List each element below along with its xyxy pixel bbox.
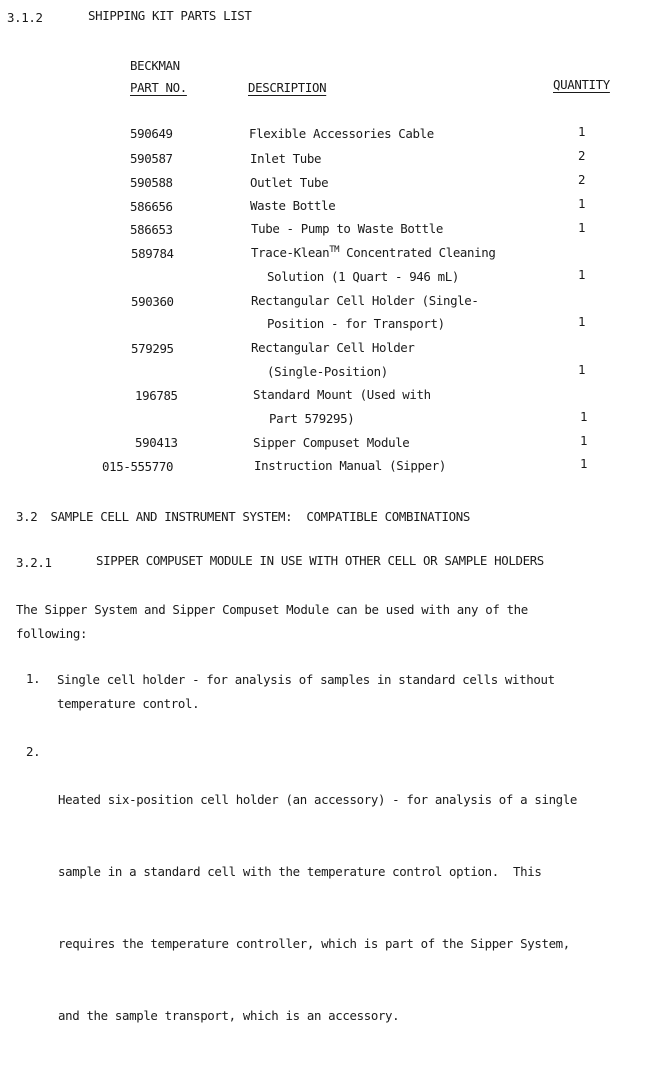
part-description	[251, 245, 495, 260]
intro-line: The Sipper System and Sipper Compuset Module can be used with any of the	[16, 602, 528, 617]
part-quantity: 1	[578, 267, 586, 282]
list-item-text	[58, 740, 577, 1076]
part-quantity: 1	[578, 196, 586, 211]
part-number: 590360	[131, 294, 174, 309]
list-item-line: Single cell holder - for analysis of samples in standard cells without	[57, 672, 555, 687]
list-item-line: and the sample transport, which is an accessory.	[58, 1008, 400, 1023]
section-number: 3.2	[16, 509, 38, 524]
part-quantity: 1	[580, 456, 588, 471]
part-number: 586656	[130, 199, 173, 214]
part-number: 579295	[131, 341, 174, 356]
column-header-quantity: QUANTITY	[553, 77, 610, 92]
part-quantity: 2	[578, 172, 586, 187]
section-title: SHIPPING KIT PARTS LIST	[88, 8, 252, 23]
list-marker: 1.	[26, 671, 41, 686]
part-quantity: 2	[578, 148, 586, 163]
intro-paragraph	[16, 598, 528, 646]
section-heading-3-2	[16, 509, 470, 524]
part-quantity: 1	[580, 409, 588, 424]
part-description: Instruction Manual (Sipper)	[254, 458, 446, 473]
part-number: 590649	[130, 126, 173, 141]
part-quantity: 1	[578, 314, 586, 329]
section-number: 3.1.2	[7, 10, 43, 25]
part-description: Tube - Pump to Waste Bottle	[251, 221, 443, 236]
part-description-brand: Trace-Klean	[251, 245, 330, 260]
part-number: 015-555770	[102, 459, 174, 474]
column-header-company: BECKMAN	[130, 58, 180, 73]
part-description-continued: Solution (1 Quart - 946 mL)	[267, 269, 459, 284]
section-title-3-2-1: SIPPER COMPUSET MODULE IN USE WITH OTHER CELL OR SAMPLE HOLDERS	[96, 553, 544, 568]
part-description-continued: Part 579295)	[269, 411, 355, 426]
list-item-line: temperature control.	[57, 696, 200, 711]
part-description-continued: (Single-Position)	[267, 364, 388, 379]
part-quantity: 1	[580, 433, 588, 448]
part-description-rest: Concentrated Cleaning	[339, 245, 496, 260]
list-item-text	[57, 668, 555, 716]
intro-line: following:	[16, 626, 88, 641]
part-quantity: 1	[578, 362, 586, 377]
column-header-part-no: PART NO.	[130, 80, 187, 95]
part-number: 590587	[130, 151, 173, 166]
section-number-3-2-1: 3.2.1	[16, 555, 52, 570]
list-item-line: sample in a standard cell with the temperature control option. This	[58, 864, 542, 879]
part-number: 590413	[135, 435, 178, 450]
part-number: 590588	[130, 175, 173, 190]
part-description: Flexible Accessories Cable	[249, 126, 434, 141]
part-description: Inlet Tube	[250, 151, 322, 166]
part-description: Rectangular Cell Holder	[251, 340, 415, 355]
part-description-continued: Position - for Transport)	[267, 316, 445, 331]
part-number: 589784	[131, 246, 174, 261]
list-item-line: requires the temperature controller, which is part of the Sipper System,	[58, 936, 570, 951]
part-description: Sipper Compuset Module	[253, 435, 410, 450]
part-quantity: 1	[578, 220, 586, 235]
part-number: 586653	[130, 222, 173, 237]
list-marker: 2.	[26, 744, 41, 759]
part-description: Rectangular Cell Holder (Single-	[251, 293, 479, 308]
part-description: Standard Mount (Used with	[253, 387, 431, 402]
part-number: 196785	[135, 388, 178, 403]
part-description: Waste Bottle	[250, 198, 336, 213]
part-description: Outlet Tube	[250, 175, 329, 190]
column-header-description: DESCRIPTION	[248, 80, 327, 95]
section-title: SAMPLE CELL AND INSTRUMENT SYSTEM: COMPATIBLE COMBINATIONS	[50, 509, 470, 524]
part-quantity: 1	[578, 124, 586, 139]
list-item-line: Heated six-position cell holder (an accessory) - for analysis of a single	[58, 792, 578, 807]
trademark-mark: TM	[329, 245, 340, 255]
